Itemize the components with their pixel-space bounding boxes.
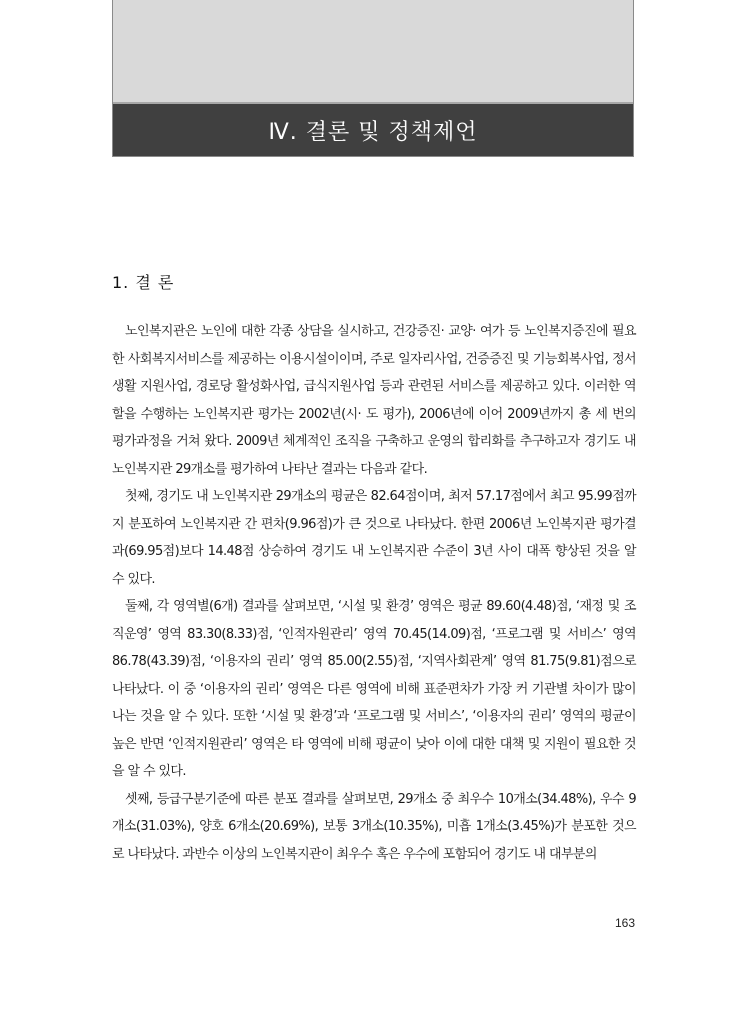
paragraph-intro: 노인복지관은 노인에 대한 각종 상담을 실시하고, 건강증진· 교양· 여가 등 노인복지증진에 필요한 사회복지서비스를 제공하는 이용시설이이며, 주로 일자리사업, 건증증진 및 기능회복사업, 정서생활 지원사업, 경로당 활성화사업, 급식지원사업 등과 관련된 서비스를 제공하고 있다. 이러한 역할을 수행하는 노인복지관 평가는 2002년(시· 도 평가), 2006년에 이어 2009년까지 총 세 번의 평가과정을 거쳐 왔다. 2009년 체계적인 조직을 구축하고 운영의 합리화를 추구하고자 경기도 내 노인복지관 29개소를 평가하여 나타난 결과는 다음과 같다. (112, 324, 636, 477)
chapter-title: Ⅳ. 결론 및 정책제언 (268, 119, 478, 145)
paragraph-second: 둘째, 각 영역별(6개) 결과를 살펴보면, ‘시설 및 환경’ 영역은 평균 89.60(4.48)점, ‘재정 및 조직운영’ 영역 83.30(8.33)점, ‘인적자원관리’ 영역 70.45(14.09)점, ‘프로그램 및 서비스’ 영역 86.78(43.39)점, ‘이용자의 권리’ 영역 85.00(2.55)점, ‘지역사회관계’ 영역 81.75(9.81)점으로 나타났다. 이 중 ‘이용자의 권리’ 영역은 다른 영역에 비해 표준편차가 가장 커 기관별 차이가 많이 나는 것을 알 수 있다. 또한 ‘시설 및 환경’과 ‘프로그램 및 서비스’, ‘이용자의 권리’ 영역의 평균이 높은 반면 ‘인적지원관리’ 영역은 타 영역에 비해 평균이 낮아 이에 대한 대책 및 지원이 필요한 것을 알 수 있다. (112, 599, 636, 779)
page-number: 163 (614, 916, 635, 930)
paragraph-third: 셋째, 등급구분기준에 따른 분포 결과를 살펴보면, 29개소 중 최우수 10개소(34.48%), 우수 9개소(31.03%), 양호 6개소(20.69%), 보통 3개소(10.35%), 미흡 1개소(3.45%)가 분포한 것으로 나타났다. 과반수 이상의 노인복지관이 최우수 혹은 우수에 포함되어 경기도 내 대부분의 (112, 791, 636, 862)
chapter-header-box (112, 0, 634, 157)
paragraph-first: 첫째, 경기도 내 노인복지관 29개소의 평균은 82.64점이며, 최저 57.17점에서 최고 95.99점까지 분포하여 노인복지관 간 편차(9.96점)가 큰 것으로 나타났다. 한편 2006년 노인복지관 평가결과(69.95점)보다 14.48점 상승하여 경기도 내 노인복지관 수준이 3년 사이 대폭 향상된 것을 알 수 있다. (112, 489, 636, 587)
chapter-title-band (113, 102, 633, 156)
section-heading: 1. 결 론 (112, 273, 175, 292)
body-text (112, 318, 636, 868)
